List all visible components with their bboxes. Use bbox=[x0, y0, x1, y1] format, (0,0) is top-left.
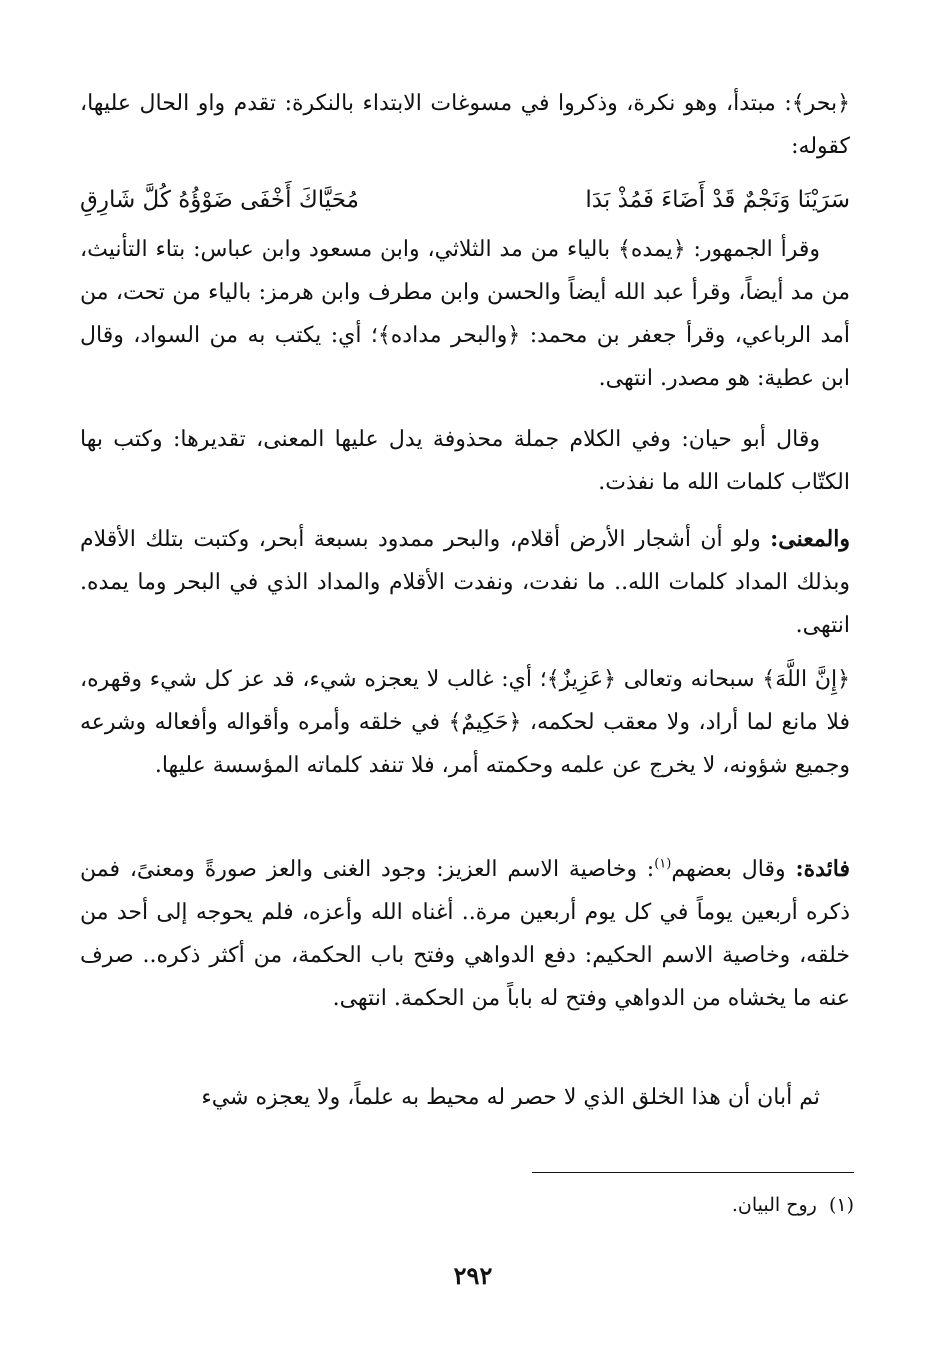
footnote-divider bbox=[532, 1172, 854, 1173]
poetry-verse bbox=[80, 178, 850, 222]
footnote-marker: (١) bbox=[828, 1194, 854, 1216]
paragraph-text: وقال أبو حيان: وفي الكلام جملة محذوفة يدل عليها المعنى، تقديرها: وكتب بها الكتّاب كلمات الله ما نفذت. bbox=[80, 427, 850, 495]
paragraph-continuation bbox=[80, 1076, 850, 1119]
footnote bbox=[732, 1190, 854, 1220]
faida-lead: فائدة: bbox=[795, 856, 851, 882]
verse-second-hemistich: مُحَيَّاكَ أَخْفَى ضَوْؤُهُ كُلَّ شَارِقِ bbox=[80, 187, 359, 213]
faida-intro: وقال بعضهم bbox=[671, 857, 796, 882]
paragraph-text: ﴿بحر﴾: مبتدأ، وهو نكرة، وذكروا في مسوغات الابتداء بالنكرة: تقدم واو الحال عليها، كقوله: bbox=[80, 91, 850, 159]
paragraph-qiraat bbox=[80, 228, 850, 400]
paragraph-text: : وخاصية الاسم العزيز: وجود الغنى والعز صورةً ومعنىً، فمن ذكره أربعين يوماً في كل يوم أربعين مرة.. أغناه الله وأعزه، فلم يحوجه إلى أحد من خلقه، وخاصية الاسم الحكيم: دفع الدواهي وفتح باب الحكمة، من أكثر ذكره.. صرف عنه ما يخشاه من الدواهي وفتح له باباً من الحكمة. انتهى. bbox=[80, 857, 850, 1011]
paragraph-abu-hayyan bbox=[80, 418, 850, 504]
paragraph-text: ﴿إِنَّ اللَّهَ﴾ سبحانه وتعالى ﴿عَزِيزٌ﴾؛ أي: غالب لا يعجزه شيء، قد عز كل شيء وقهره، فلا مانع لما أراد، ولا معقب لحكمه، ﴿حَكِيمٌ﴾ في خلقه وأمره وأقواله وأفعاله وشرعه وجميع شؤونه، لا يخرج عن علمه وحكمته أمر، فلا تنفد كلماته المؤسسة عليها. bbox=[80, 667, 850, 778]
paragraph-text: وقرأ الجمهور: ﴿يمده﴾ بالياء من مد الثلاثي، وابن مسعود وابن عباس: بتاء التأنيث، من مد أيضاً، وقرأ عبد الله أيضاً والحسن وابن مطرف وابن هرمز: بالياء من تحت، من أمد الرباعي، وقرأ جعفر بن محمد: ﴿والبحر مداده﴾؛ أي: يكتب به من السواد، وقال ابن عطية: هو مصدر. انتهى. bbox=[80, 237, 850, 391]
paragraph-aziz-hakim bbox=[80, 658, 850, 787]
footnote-reference: (١) bbox=[654, 856, 672, 872]
footnote-text: روح البيان. bbox=[731, 1194, 817, 1216]
paragraph-text: ثم أبان أن هذا الخلق الذي لا حصر له محيط به علماً، ولا يعجزه شيء bbox=[201, 1085, 820, 1110]
paragraph-text: ولو أن أشجار الأرض أقلام، والبحر ممدود بسبعة أبحر، وكتبت بتلك الأقلام وبذلك المداد كلمات الله.. ما نفدت، ونفدت الأقلام والمداد الذي في البحر وما يمده. انتهى. bbox=[80, 527, 851, 638]
page-number: ٢٩٢ bbox=[453, 1261, 493, 1290]
paragraph-bahr-mubtada bbox=[80, 82, 850, 168]
paragraph-meaning bbox=[80, 518, 850, 647]
verse-first-hemistich: سَرَيْنَا وَنَجْمٌ قَدْ أَضَاءَ فَمُذْ بَدَا bbox=[585, 187, 850, 213]
meaning-lead: والمعنى: bbox=[770, 526, 850, 552]
paragraph-faida bbox=[80, 848, 850, 1020]
